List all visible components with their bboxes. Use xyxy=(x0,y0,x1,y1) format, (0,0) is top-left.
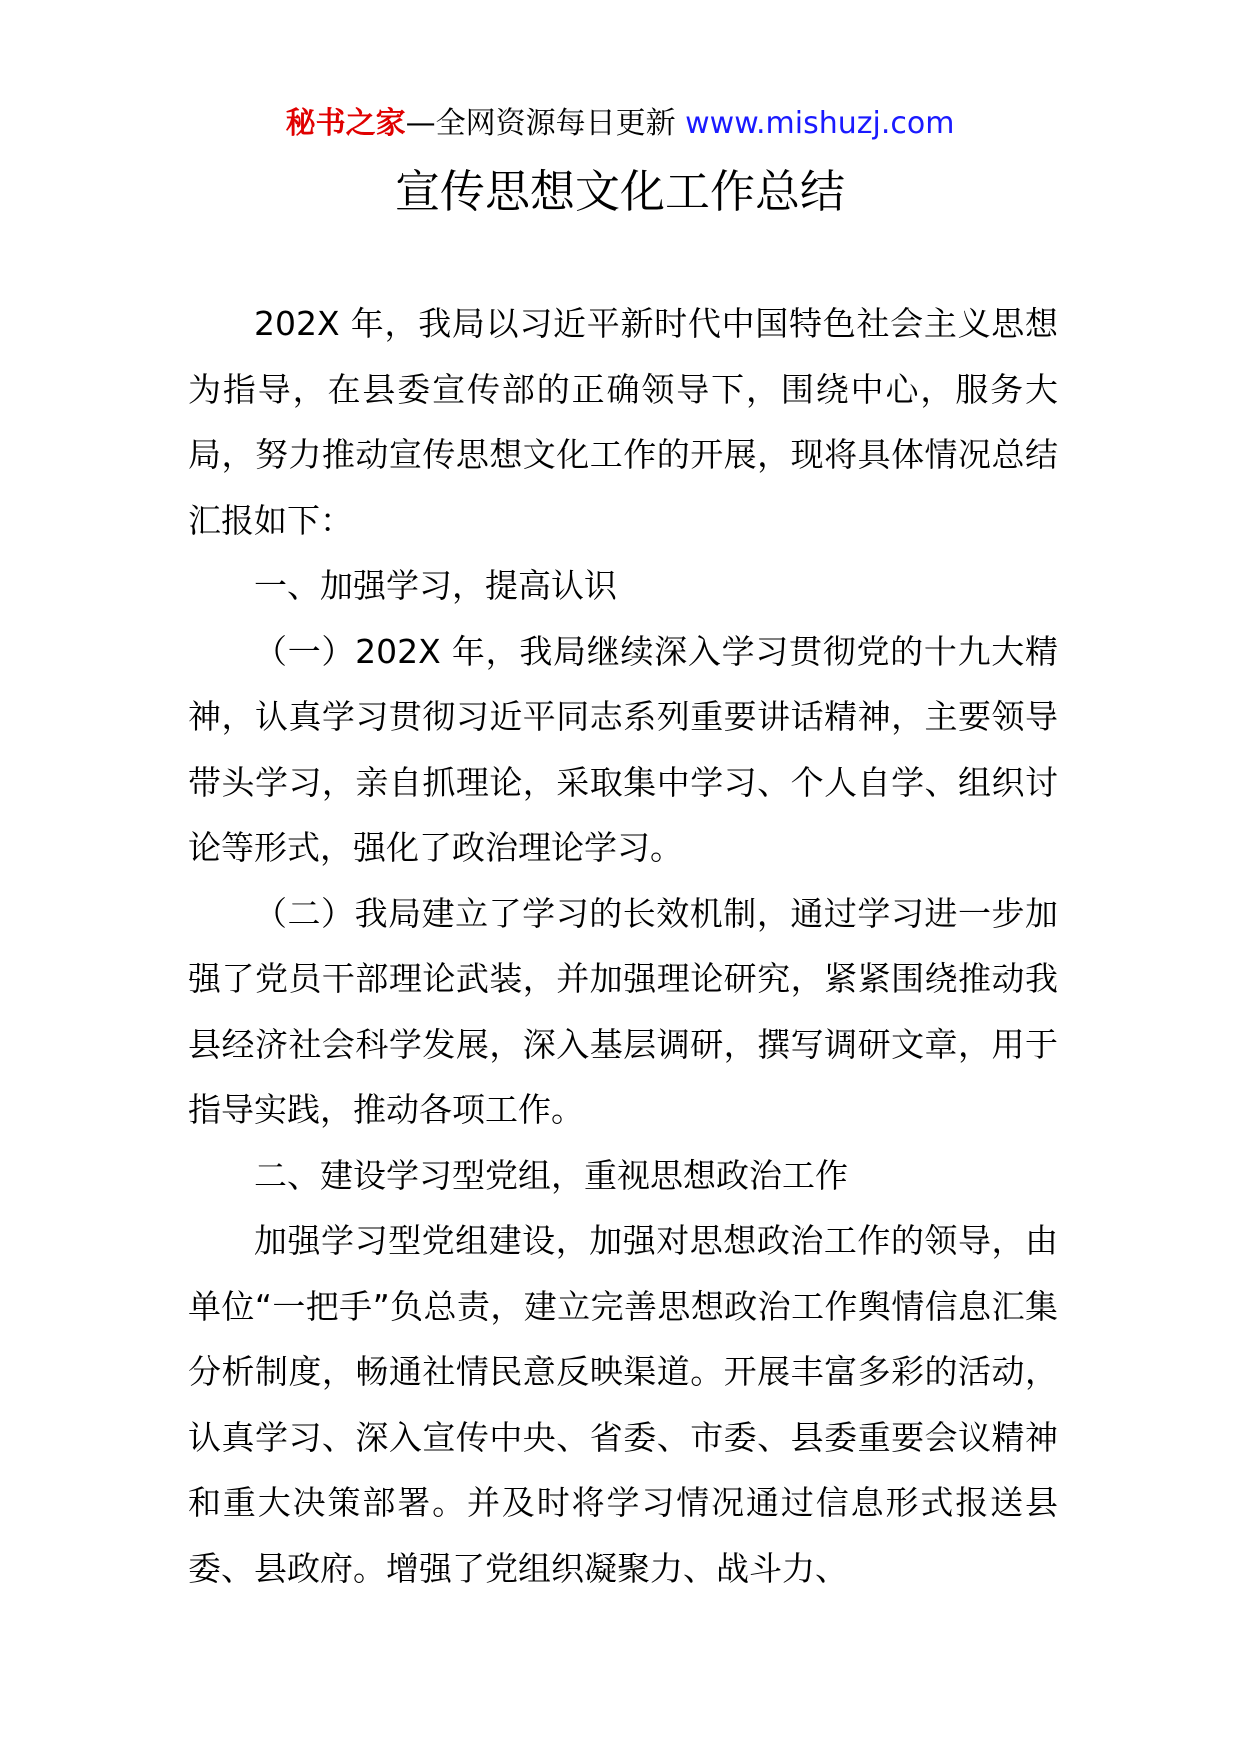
paragraph-2-1: 加强学习型党组建设，加强对思想政治工作的领导，由单位“一把手”负总责，建立完善思想政治工作舆情信息汇集分析制度，畅通社情民意反映渠道。开展丰富多彩的活动，认真学习、深入宣传中央、省委、市委、县委重要会议精神和重大决策部署。并及时将学习情况通过信息形式报送县委、县政府。增强了党组织凝聚力、战斗力、 xyxy=(188,1221,1058,1588)
paragraph-1-2: （二）我局建立了学习的长效机制，通过学习进一步加强了党员干部理论武装，并加强理论研究，紧紧围绕推动我县经济社会科学发展，深入基层调研，撰写调研文章，用于指导实践，推动各项工作。 xyxy=(188,893,1058,1129)
brand-name: 秘书之家 xyxy=(285,106,406,141)
document-title: 宣传思想文化工作总结 xyxy=(394,165,845,218)
paragraph-1-1: （一）202X 年，我局继续深入学习贯彻党的十九大精神，认真学习贯彻习近平同志系列重要讲话精神，主要领导带头学习，亲自抓理论，采取集中学习、个人自学、组织讨论等形式，强化了政治理论学习。 xyxy=(188,631,1058,867)
section-heading-1: 一、加强学习，提高认识 xyxy=(254,566,617,605)
site-url-link[interactable]: www.mishuzj.com xyxy=(685,106,955,141)
header-tagline: —全网资源每日更新 xyxy=(405,106,686,141)
section-heading-2: 二、建设学习型党组，重视思想政治工作 xyxy=(254,1155,848,1195)
paragraph-intro: 202X 年，我局以习近平新时代中国特色社会主义思想为指导，在县委宣传部的正确领导下，围绕中心，服务大局，努力推动宣传思想文化工作的开展，现将具体情况总结汇报如下： xyxy=(188,304,1058,540)
site-header xyxy=(0,102,1240,146)
document-body xyxy=(188,291,1058,1601)
